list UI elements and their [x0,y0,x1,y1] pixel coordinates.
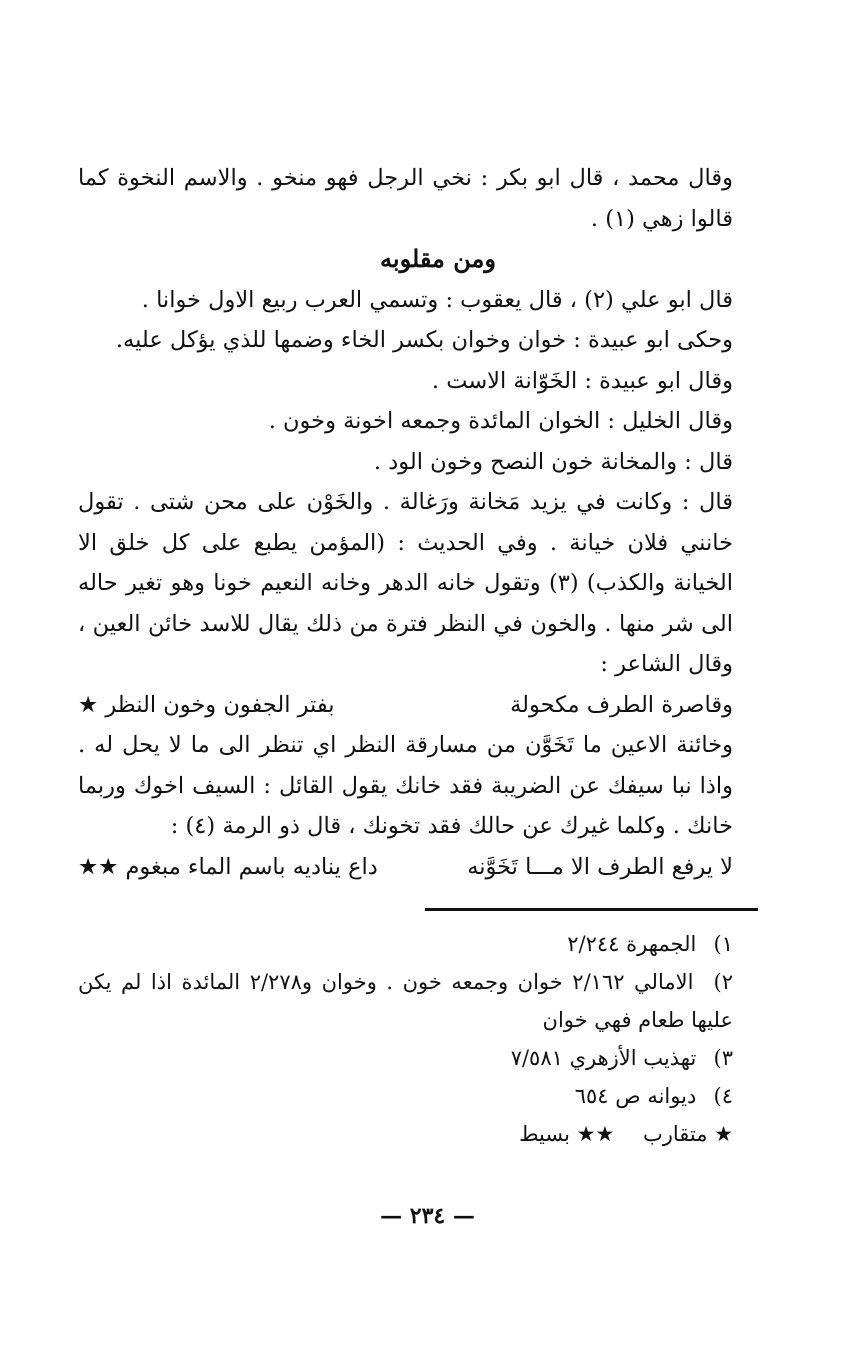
text-line: وقال الخليل : الخوان المائدة وجمعه اخونة وخون . [268,408,733,434]
footnote-number: ٢) [713,970,733,994]
footnote-text: الامالي ٢/١٦٢ خوان وجمعه خون . وخوان و٢/٢٧٨ المائدة اذا لم يكن عليها طعام فهي خوان [78,970,733,1032]
footnote-text: ديوانه ص ٦٥٤ [574,1084,697,1108]
page-number: — ٢٣٤ — [380,1203,475,1229]
section-heading: ومن مقلوبه [380,244,496,273]
footnotes [78,925,758,1153]
meter-basit: ★★ بسيط [519,1122,615,1146]
footnote-number: ١) [713,932,733,956]
verse-line [78,685,758,726]
verse-second-hemistich: بفتر الجفون وخون النظر ★ [78,691,335,718]
footnote [78,1077,758,1115]
text-line: وقال ابو عبيدة : الخَوّانة الاست . [431,367,733,394]
meter-mutaqarib: ★ متقارب [642,1122,733,1146]
footnote-text: تهذيب الأزهري ٧/٥٨١ [510,1046,697,1070]
footnote-number: ٤) [713,1084,733,1108]
khaina-paragraph: وخائنة الاعين ما تَخَوَّن من مسارقة النظر اي تنظر الى ما لا يحل له . واذا نبا سيفك عن الضريبة فقد خانك يقول القائل : السيف اخوك وربما خانك . وكلما غيرك عن حالك فقد تخونك ، قال ذو الرمة (٤) : [78,732,733,839]
main-text [78,158,758,887]
footnote [78,925,758,963]
text-line: قال : والمخانة خون النصح وخون الود . [373,448,733,475]
footnote-number: ٣) [713,1046,733,1070]
text-line: قال ابو علي (٢) ، قال يعقوب : وتسمي العرب ربيع الاول خوانا . [141,286,733,313]
verse-line [78,847,758,888]
footnote [78,1039,758,1077]
verse-first-hemistich: لا يرفع الطرف الا مـــا تَخَوَّنه [467,853,733,880]
khiyana-paragraph: قال : وكانت في يزيد مَخانة ورَغالة . والخَوْن على محن شتى . تقول خانني فلان خيانة . وفي الحديث : (المؤمن يطبع على كل خلق الا الخيانة والكذب) (٣) وتقول خانه الدهر وخانه النعيم خونا وهو تغير حاله الى شر منها . والخون في النظر فترة من ذلك يقال للاسد خائن العين ، وقال الشاعر : [78,489,733,677]
footnote [78,963,758,1039]
footnote-text: الجمهرة ٢/٢٤٤ [567,932,697,956]
text-line: وحكى ابو عبيدة : خوان وخوان بكسر الخاء وضمها للذي يؤكل عليه. [115,327,733,353]
verse-first-hemistich: وقاصرة الطرف مكحولة [510,691,733,718]
intro-paragraph: وقال محمد ، قال ابو بكر : نخي الرجل فهو منخو . والاسم النخوة كما قالوا زهي (١) . [78,165,733,232]
meter-legend [78,1115,758,1153]
verse-second-hemistich: داع يناديه باسم الماء مبغوم ★★ [78,853,378,880]
footnote-divider [425,908,758,911]
